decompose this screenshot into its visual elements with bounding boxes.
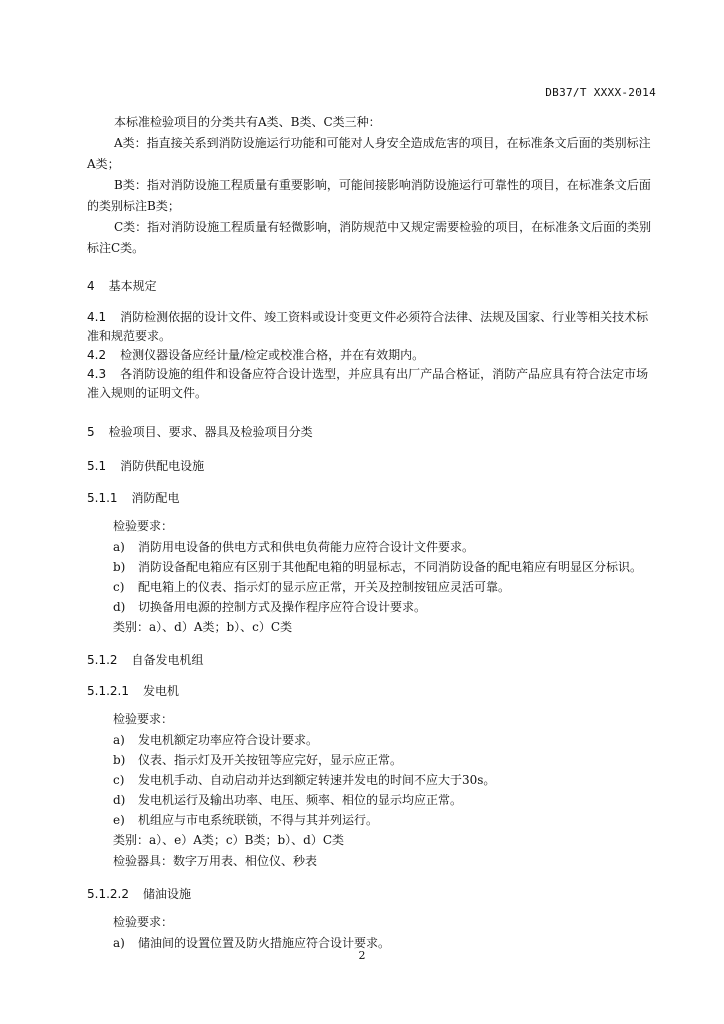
clause-number: 4.2	[87, 348, 107, 362]
item-label: c)	[113, 773, 125, 787]
category-line: 类别：a）、d）A类；b）、c）C类	[113, 620, 293, 634]
item-label: a)	[113, 540, 125, 554]
section-number: 5.1.2.2	[87, 887, 129, 901]
section-title: 储油设施	[142, 887, 191, 901]
section-title: 自备发电机组	[131, 653, 204, 667]
item-text: 发电机手动、自动启动并达到额定转速并发电的时间不应大于30s。	[138, 773, 496, 787]
list-item	[87, 577, 657, 597]
list-item	[87, 790, 657, 810]
intro-line: 本标准检验项目的分类共有A类、B类、C类三种：	[114, 115, 381, 129]
item-text: 消防用电设备的供电方式和供电负荷能力应符合设计文件要求。	[138, 540, 475, 554]
section-number: 5.1	[87, 459, 107, 473]
section-5-1-1-heading	[87, 488, 657, 508]
section-title: 发电机	[142, 684, 179, 698]
clause-number: 4.3	[87, 367, 107, 381]
section-5-title: 检验项目、要求、器具及检验项目分类	[108, 425, 313, 439]
clause-text: 消防检测依据的设计文件、竣工资料或设计变更文件必须符合法律、法规及国家、行业等相关技术标准和规范要求。	[87, 310, 649, 343]
document-code: DB37/T XXXX-2014	[545, 86, 656, 99]
section-number: 5.1.1	[87, 491, 118, 505]
item-text: 发电机额定功率应符合设计要求。	[138, 733, 319, 747]
list-item	[87, 597, 657, 617]
item-text: 储油间的设置位置及防火措施应符合设计要求。	[138, 936, 391, 950]
section-number: 5.1.2.1	[87, 684, 129, 698]
clause-number: 4.1	[87, 310, 107, 324]
item-label: b)	[113, 753, 126, 767]
requirement-label: 检验要求：	[113, 712, 174, 726]
section-5-number: 5	[87, 425, 95, 439]
section-5-1-2-1-heading	[87, 681, 657, 701]
c-class-definition: C类：指对消防设施工程质量有轻微影响，消防规范中又规定需要检验的项目，在标准条文后面的类别标注C类。	[87, 220, 652, 255]
list-item	[87, 810, 657, 830]
list-item	[87, 730, 657, 750]
item-label: a)	[113, 733, 125, 747]
section-title: 消防供配电设施	[120, 459, 205, 473]
list-item	[87, 750, 657, 770]
page-number: 2	[358, 949, 366, 962]
b-class-definition: B类：指对消防设施工程质量有重要影响，可能间接影响消防设施运行可靠性的项目，在标准条文后面的类别标注B类；	[87, 178, 651, 213]
item-label: d)	[113, 600, 126, 614]
category-line: 类别：a）、e）A类；c）B类；b）、d）C类	[113, 833, 345, 847]
list-item	[87, 537, 657, 557]
clause-4-2	[87, 346, 657, 365]
section-5-1-heading	[87, 456, 657, 476]
item-text: 配电箱上的仪表、指示灯的显示应正常，开关及控制按钮应灵活可靠。	[138, 580, 511, 594]
list-item	[87, 770, 657, 790]
clause-text: 检测仪器设备应经计量/检定或校准合格，并在有效期内。	[120, 348, 425, 362]
item-label: a)	[113, 936, 125, 950]
page-content	[87, 112, 657, 953]
section-4-heading	[87, 276, 657, 296]
requirement-label: 检验要求：	[113, 915, 174, 929]
section-number: 5.1.2	[87, 653, 118, 667]
section-title: 消防配电	[131, 491, 180, 505]
a-class-definition: A类：指直接关系到消防设施运行功能和可能对人身安全造成危害的项目，在标准条文后面的类别标注A类；	[87, 136, 651, 171]
requirement-label: 检验要求：	[113, 519, 174, 533]
item-text: 消防设备配电箱应有区别于其他配电箱的明显标志，不同消防设备的配电箱应有明显区分标识。	[138, 560, 643, 574]
item-label: d)	[113, 793, 126, 807]
clause-text: 各消防设施的组件和设备应符合设计选型，并应具有出厂产品合格证，消防产品应具有符合法定市场准入规则的证明文件。	[87, 367, 649, 400]
tools-line: 检验器具：数字万用表、相位仪、秒表	[113, 854, 318, 868]
section-5-1-2-2-heading	[87, 884, 657, 904]
item-text: 切换备用电源的控制方式及操作程序应符合设计要求。	[138, 600, 427, 614]
item-label: b)	[113, 560, 126, 574]
item-text: 仪表、指示灯及开关按钮等应完好，显示应正常。	[138, 753, 403, 767]
item-label: c)	[113, 580, 125, 594]
clause-4-1	[87, 308, 657, 346]
section-5-heading	[87, 422, 657, 442]
item-text: 机组应与市电系统联锁，不得与其并列运行。	[138, 813, 379, 827]
item-label: e)	[113, 813, 125, 827]
section-4-number: 4	[87, 279, 95, 293]
section-4-title: 基本规定	[108, 279, 157, 293]
clause-4-3	[87, 365, 657, 403]
list-item	[87, 557, 657, 577]
item-text: 发电机运行及输出功率、电压、频率、相位的显示均应正常。	[138, 793, 463, 807]
section-5-1-2-heading	[87, 650, 657, 670]
